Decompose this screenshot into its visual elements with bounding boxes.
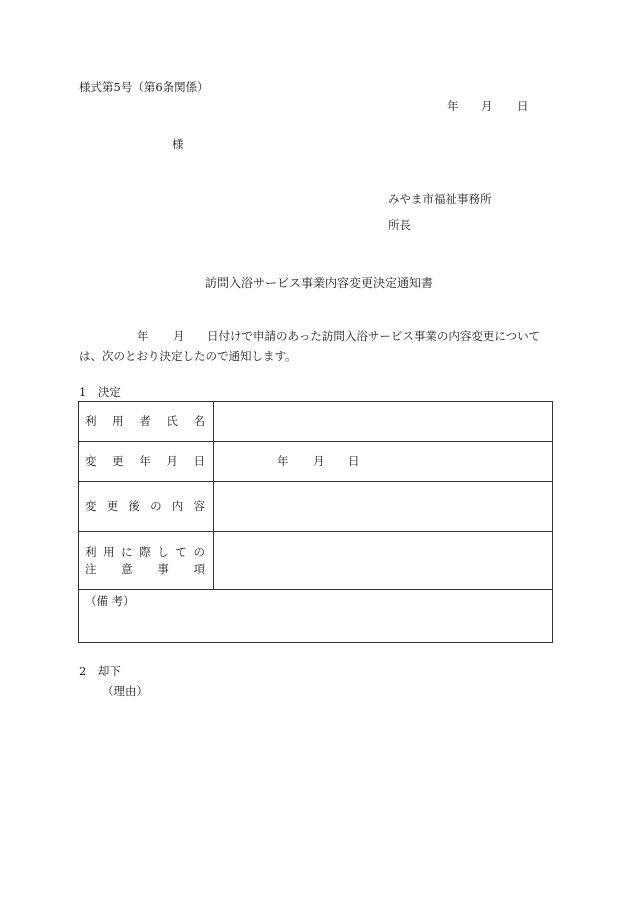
change-date-month: 月 <box>313 454 325 469</box>
addressee-suffix: 様 <box>172 137 184 151</box>
date-month-label: 月 <box>481 99 493 113</box>
table-row-notes <box>79 590 553 643</box>
table-row-change-date <box>79 442 553 482</box>
change-date-day: 日 <box>348 454 360 469</box>
date-year-label: 年 <box>447 99 459 113</box>
value-changed-content[interactable] <box>214 482 553 532</box>
table-row-changed-content <box>79 482 553 532</box>
section-1-heading: 1 決定 <box>79 385 121 399</box>
value-usage-notes[interactable] <box>214 532 553 590</box>
value-user-name[interactable] <box>214 402 553 442</box>
reason-label: （理由） <box>102 684 148 698</box>
form-number: 様式第5号（第6条関係） <box>79 80 209 94</box>
body-month-label: 月 <box>173 329 185 343</box>
notes-label: （備 考） <box>85 594 135 608</box>
label-usage-notes: 利 用 に 際 し て の 注 意 事 項 <box>79 532 214 590</box>
label-changed-content: 変 更 後 の 内 容 <box>79 482 214 532</box>
issuer-title: 所長 <box>388 218 411 232</box>
table-row-usage-notes <box>79 532 553 590</box>
section-2-heading: 2 却下 <box>79 664 121 678</box>
body-line1-text: 日付けで申請のあった訪問入浴サービス事業の内容変更について <box>207 329 541 343</box>
label-user-name: 利 用 者 氏 名 <box>79 402 214 442</box>
issuer-office: みやま市福祉事務所 <box>388 192 492 206</box>
date-day-label: 日 <box>517 99 529 113</box>
value-change-date[interactable] <box>214 442 553 482</box>
body-year-label: 年 <box>137 329 149 343</box>
decision-table <box>78 401 553 643</box>
notes-cell[interactable] <box>79 590 553 643</box>
document-title: 訪問入浴サービス事業内容変更決定通知書 <box>205 276 434 290</box>
label-change-date: 変 更 年 月 日 <box>79 442 214 482</box>
body-line-2: は、次のとおり決定したので通知します。 <box>79 349 297 363</box>
change-date-year: 年 <box>277 454 289 469</box>
body-line-1 <box>137 331 540 343</box>
issue-date <box>447 101 529 113</box>
table-row-user-name <box>79 402 553 442</box>
